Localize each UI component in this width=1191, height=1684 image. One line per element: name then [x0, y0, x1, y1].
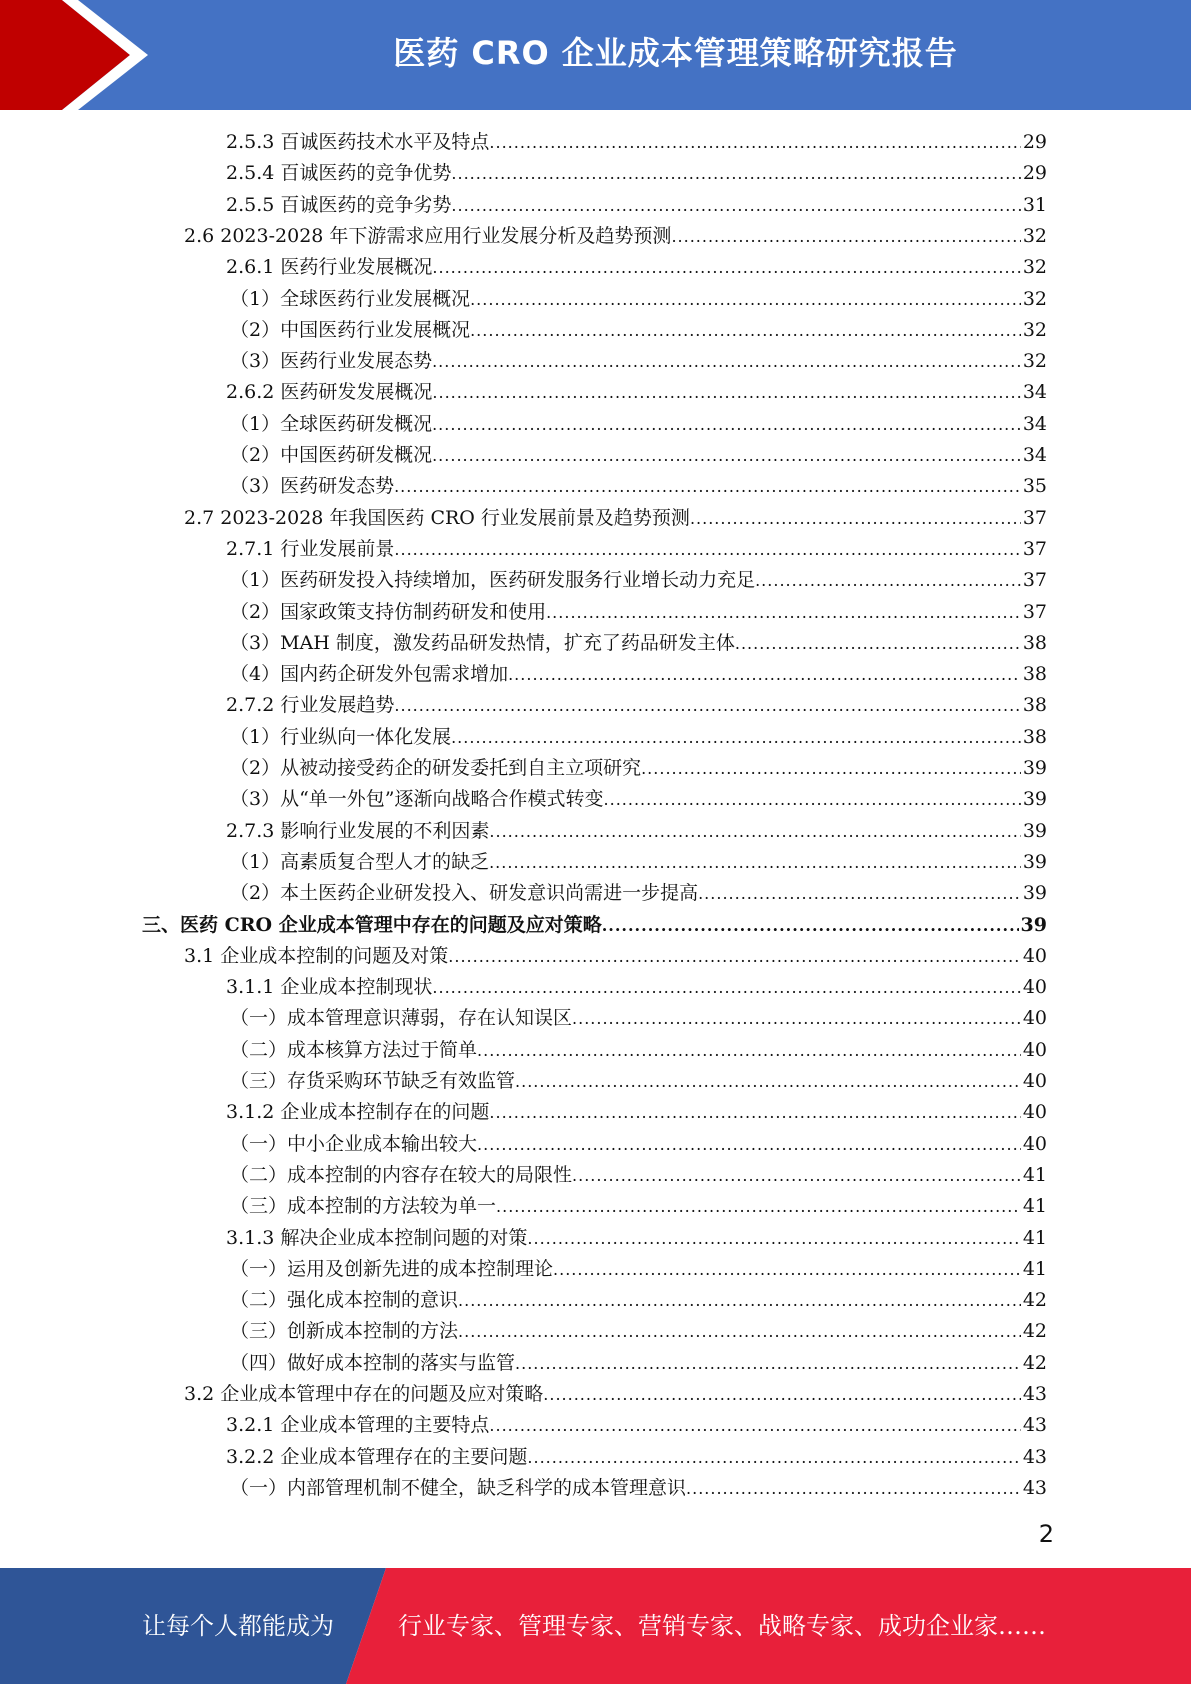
toc-entry[interactable] — [230, 1316, 1047, 1347]
toc-entry[interactable] — [226, 1097, 1047, 1128]
toc-entry-title: 3.2 企业成本管理中存在的问题及应对策略 — [184, 1383, 544, 1405]
toc-dot-leader — [394, 471, 1021, 502]
toc-dot-leader — [448, 941, 1021, 972]
toc-entry-page: 40 — [1022, 1007, 1047, 1029]
toc-entry[interactable] — [230, 1066, 1047, 1097]
toc-entry[interactable] — [230, 597, 1047, 628]
toc-dot-leader — [432, 409, 1021, 440]
toc-entry-title: （4）国内药企研发外包需求增加 — [230, 663, 509, 685]
toc-entry-page: 40 — [1022, 1070, 1047, 1092]
toc-entry[interactable] — [226, 190, 1047, 221]
toc-entry[interactable] — [230, 315, 1047, 346]
toc-entry-title: 2.7.1 行业发展前景 — [226, 538, 395, 560]
toc-entry-page: 41 — [1022, 1164, 1047, 1186]
toc-dot-leader — [477, 1129, 1021, 1160]
toc-entry-title: （一）成本管理意识薄弱，存在认知误区 — [230, 1007, 573, 1029]
toc-dot-leader — [394, 690, 1020, 721]
toc-entry-page: 40 — [1022, 945, 1047, 967]
toc-entry-page: 42 — [1022, 1289, 1047, 1311]
toc-entry-title: 3.1.2 企业成本控制存在的问题 — [226, 1101, 490, 1123]
toc-entry-title: （一）运用及创新先进的成本控制理论 — [230, 1258, 554, 1280]
toc-entry-title: （3）医药行业发展态势 — [230, 350, 433, 372]
toc-entry-title: （一）内部管理机制不健全，缺乏科学的成本管理意识 — [230, 1477, 687, 1499]
toc-entry-title: （3）MAH 制度，激发药品研发热情，扩充了药品研发主体 — [230, 632, 735, 654]
toc-dot-leader — [432, 377, 1020, 408]
toc-dot-leader — [690, 503, 1021, 534]
toc-entry-title: （三）创新成本控制的方法 — [230, 1320, 459, 1342]
toc-entry-page: 32 — [1022, 350, 1047, 372]
toc-entry-title: （二）成本核算方法过于简单 — [230, 1039, 478, 1061]
toc-dot-leader — [546, 597, 1021, 628]
toc-entry-page: 41 — [1022, 1227, 1047, 1249]
toc-entry-page: 42 — [1022, 1352, 1047, 1374]
toc-entry-title: （1）行业纵向一体化发展 — [230, 726, 452, 748]
toc-dot-leader — [543, 1379, 1021, 1410]
toc-dot-leader — [458, 1285, 1021, 1316]
toc-entry-title: （1）全球医药研发概况 — [230, 413, 433, 435]
toc-entry-page: 38 — [1022, 726, 1047, 748]
toc-entry-page: 38 — [1022, 694, 1047, 716]
toc-dot-leader — [671, 221, 1020, 252]
toc-entry-title: 2.7.2 行业发展趋势 — [226, 694, 395, 716]
toc-entry-page: 38 — [1022, 663, 1047, 685]
toc-dot-leader — [755, 565, 1021, 596]
toc-entry-page: 32 — [1022, 319, 1047, 341]
toc-entry-title: 2.6 2023-2028 年下游需求应用行业发展分析及趋势预测 — [184, 225, 672, 247]
toc-entry-title: （三）存货采购环节缺乏有效监管 — [230, 1070, 516, 1092]
footer-slogan-left: 让每个人都能成为 — [142, 1612, 334, 1640]
chevron-arrow-icon — [0, 0, 160, 110]
toc-entry-page: 41 — [1022, 1258, 1047, 1280]
toc-entry[interactable] — [226, 1223, 1047, 1254]
toc-dot-leader — [572, 1003, 1021, 1034]
toc-entry-title: （三）成本控制的方法较为单一 — [230, 1195, 497, 1217]
toc-entry-page: 38 — [1022, 632, 1047, 654]
toc-entry-title: 3.1 企业成本控制的问题及对策 — [184, 945, 449, 967]
toc-dot-leader — [489, 1097, 1020, 1128]
toc-entry-page: 32 — [1022, 288, 1047, 310]
toc-dot-leader — [458, 1316, 1021, 1347]
toc-dot-leader — [432, 346, 1021, 377]
toc-entry-title: 2.7.3 影响行业发展的不利因素 — [226, 820, 490, 842]
toc-entry-page: 39 — [1022, 820, 1047, 842]
toc-entry-page: 37 — [1022, 507, 1047, 529]
toc-dot-leader — [432, 440, 1021, 471]
toc-entry-title: （四）做好成本控制的落实与监管 — [230, 1352, 516, 1374]
toc-entry-title: 2.7 2023-2028 年我国医药 CRO 行业发展前景及趋势预测 — [184, 507, 690, 529]
toc-dot-leader — [432, 972, 1020, 1003]
toc-entry[interactable] — [184, 941, 1047, 972]
toc-entry-page: 29 — [1022, 162, 1047, 184]
toc-entry[interactable] — [230, 878, 1047, 909]
toc-entry[interactable] — [230, 409, 1047, 440]
toc-entry-page: 43 — [1022, 1383, 1047, 1405]
toc-entry-page: 43 — [1022, 1414, 1047, 1436]
toc-entry-page: 29 — [1022, 131, 1047, 153]
toc-dot-leader — [735, 628, 1021, 659]
toc-entry[interactable] — [230, 784, 1047, 815]
toc-entry[interactable] — [230, 440, 1047, 471]
toc-entry[interactable] — [230, 284, 1047, 315]
toc-entry-title: （1）高素质复合型人才的缺乏 — [230, 851, 490, 873]
toc-entry[interactable] — [184, 503, 1047, 534]
header-band — [0, 0, 1191, 110]
toc-dot-leader — [602, 910, 1019, 941]
toc-dot-leader — [394, 534, 1020, 565]
document-title: 医药 CRO 企业成本管理策略研究报告 — [393, 34, 958, 72]
toc-entry-page: 40 — [1022, 1133, 1047, 1155]
toc-entry[interactable] — [226, 377, 1047, 408]
toc-dot-leader — [489, 847, 1021, 878]
toc-dot-leader — [604, 784, 1021, 815]
toc-dot-leader — [477, 1035, 1021, 1066]
toc-dot-leader — [470, 315, 1021, 346]
toc-dot-leader — [489, 816, 1020, 847]
toc-entry-title: （2）中国医药研发概况 — [230, 444, 433, 466]
toc-entry-title: （3）从“单一外包”逐渐向战略合作模式转变 — [230, 788, 604, 810]
toc-entry[interactable] — [226, 158, 1047, 189]
toc-entry[interactable] — [230, 1348, 1047, 1379]
toc-entry[interactable] — [230, 753, 1047, 784]
toc-entry-page: 43 — [1022, 1446, 1047, 1468]
toc-entry-page: 40 — [1022, 976, 1047, 998]
toc-entry-page: 39 — [1020, 914, 1047, 936]
toc-entry[interactable] — [230, 628, 1047, 659]
toc-entry-page: 37 — [1022, 538, 1047, 560]
toc-entry-page: 39 — [1022, 788, 1047, 810]
toc-dot-leader — [527, 1223, 1020, 1254]
toc-dot-leader — [553, 1254, 1021, 1285]
toc-entry[interactable] — [230, 1035, 1047, 1066]
toc-entry-page: 34 — [1022, 444, 1047, 466]
toc-entry[interactable] — [230, 1473, 1047, 1504]
toc-entry-title: 3.1.1 企业成本控制现状 — [226, 976, 433, 998]
toc-entry[interactable] — [226, 534, 1047, 565]
toc-entry[interactable] — [184, 1379, 1047, 1410]
toc-entry-title: （1）全球医药行业发展概况 — [230, 288, 471, 310]
toc-entry[interactable] — [226, 816, 1047, 847]
toc-entry-page: 41 — [1022, 1195, 1047, 1217]
toc-entry[interactable] — [230, 1129, 1047, 1160]
toc-entry[interactable] — [226, 252, 1047, 283]
toc-entry[interactable] — [230, 471, 1047, 502]
toc-entry-page: 31 — [1022, 194, 1047, 216]
footer-slogan-right: 行业专家、管理专家、营销专家、战略专家、成功企业家…… — [398, 1612, 1046, 1640]
toc-entry[interactable] — [226, 690, 1047, 721]
toc-entry-title: （2）从被动接受药企的研发委托到自主立项研究 — [230, 757, 642, 779]
toc-entry-page: 34 — [1022, 381, 1047, 403]
toc-entry-title: 2.6.1 医药行业发展概况 — [226, 256, 433, 278]
page-number: 2 — [1038, 1520, 1054, 1548]
toc-entry[interactable] — [230, 1254, 1047, 1285]
toc-dot-leader — [496, 1191, 1021, 1222]
toc-entry-title: 3.1.3 解决企业成本控制问题的对策 — [226, 1227, 528, 1249]
toc-entry[interactable] — [230, 1003, 1047, 1034]
toc-entry-title: （3）医药研发态势 — [230, 475, 395, 497]
toc-dot-leader — [698, 878, 1021, 909]
toc-entry[interactable] — [230, 847, 1047, 878]
toc-dot-leader — [572, 1160, 1021, 1191]
toc-dot-leader — [489, 1410, 1020, 1441]
toc-entry-title: （1）医药研发投入持续增加，医药研发服务行业增长动力充足 — [230, 569, 756, 591]
toc-entry-page: 32 — [1022, 256, 1047, 278]
toc-dot-leader — [451, 158, 1020, 189]
toc-entry[interactable] — [226, 1410, 1047, 1441]
toc-entry[interactable] — [142, 910, 1047, 941]
toc-entry-title: （二）成本控制的内容存在较大的局限性 — [230, 1164, 573, 1186]
toc-entry[interactable] — [230, 565, 1047, 596]
toc-entry-title: 2.5.4 百诚医药的竞争优势 — [226, 162, 452, 184]
toc-entry[interactable] — [226, 127, 1047, 158]
toc-entry-title: 三、医药 CRO 企业成本管理中存在的问题及应对策略 — [142, 914, 602, 936]
toc-entry-page: 39 — [1022, 757, 1047, 779]
toc-dot-leader — [451, 722, 1021, 753]
toc-entry-page: 32 — [1022, 225, 1047, 247]
toc-entry[interactable] — [230, 722, 1047, 753]
toc-entry-page: 37 — [1022, 569, 1047, 591]
toc-entry-title: （一）中小企业成本输出较大 — [230, 1133, 478, 1155]
toc-dot-leader — [432, 252, 1020, 283]
toc-entry-page: 39 — [1022, 882, 1047, 904]
toc-entry[interactable] — [230, 346, 1047, 377]
toc-entry-title: （二）强化成本控制的意识 — [230, 1289, 459, 1311]
toc-entry[interactable] — [184, 221, 1047, 252]
toc-entry[interactable] — [230, 1160, 1047, 1191]
toc-dot-leader — [515, 1066, 1021, 1097]
toc-entry-page: 43 — [1022, 1477, 1047, 1499]
toc-entry-page: 39 — [1022, 851, 1047, 873]
toc-entry[interactable] — [230, 659, 1047, 690]
toc-entry-page: 40 — [1022, 1101, 1047, 1123]
toc-entry-page: 42 — [1022, 1320, 1047, 1342]
toc-entry[interactable] — [230, 1285, 1047, 1316]
toc-entry-title: （2）本土医药企业研发投入、研发意识尚需进一步提高 — [230, 882, 699, 904]
toc-entry-page: 37 — [1022, 601, 1047, 623]
toc-dot-leader — [451, 190, 1020, 221]
toc-entry-title: 2.6.2 医药研发发展概况 — [226, 381, 433, 403]
toc-entry[interactable] — [226, 1442, 1047, 1473]
toc-dot-leader — [489, 127, 1020, 158]
toc-entry-page: 35 — [1022, 475, 1047, 497]
toc-entry-page: 40 — [1022, 1039, 1047, 1061]
footer-band — [0, 1568, 1191, 1684]
toc-entry-title: （2）国家政策支持仿制药研发和使用 — [230, 601, 547, 623]
toc-dot-leader — [470, 284, 1021, 315]
toc-entry-title: 2.5.3 百诚医药技术水平及特点 — [226, 131, 490, 153]
toc-dot-leader — [508, 659, 1021, 690]
toc-entry-title: 3.2.2 企业成本管理存在的主要问题 — [226, 1446, 528, 1468]
toc-dot-leader — [527, 1442, 1020, 1473]
toc-entry-title: 3.2.1 企业成本管理的主要特点 — [226, 1414, 490, 1436]
toc-entry-title: （2）中国医药行业发展概况 — [230, 319, 471, 341]
toc-dot-leader — [641, 753, 1021, 784]
toc-dot-leader — [515, 1348, 1021, 1379]
toc-entry-title: 2.5.5 百诚医药的竞争劣势 — [226, 194, 452, 216]
toc-entry[interactable] — [230, 1191, 1047, 1222]
toc-entry[interactable] — [226, 972, 1047, 1003]
toc-dot-leader — [686, 1473, 1021, 1504]
toc-entry-page: 34 — [1022, 413, 1047, 435]
